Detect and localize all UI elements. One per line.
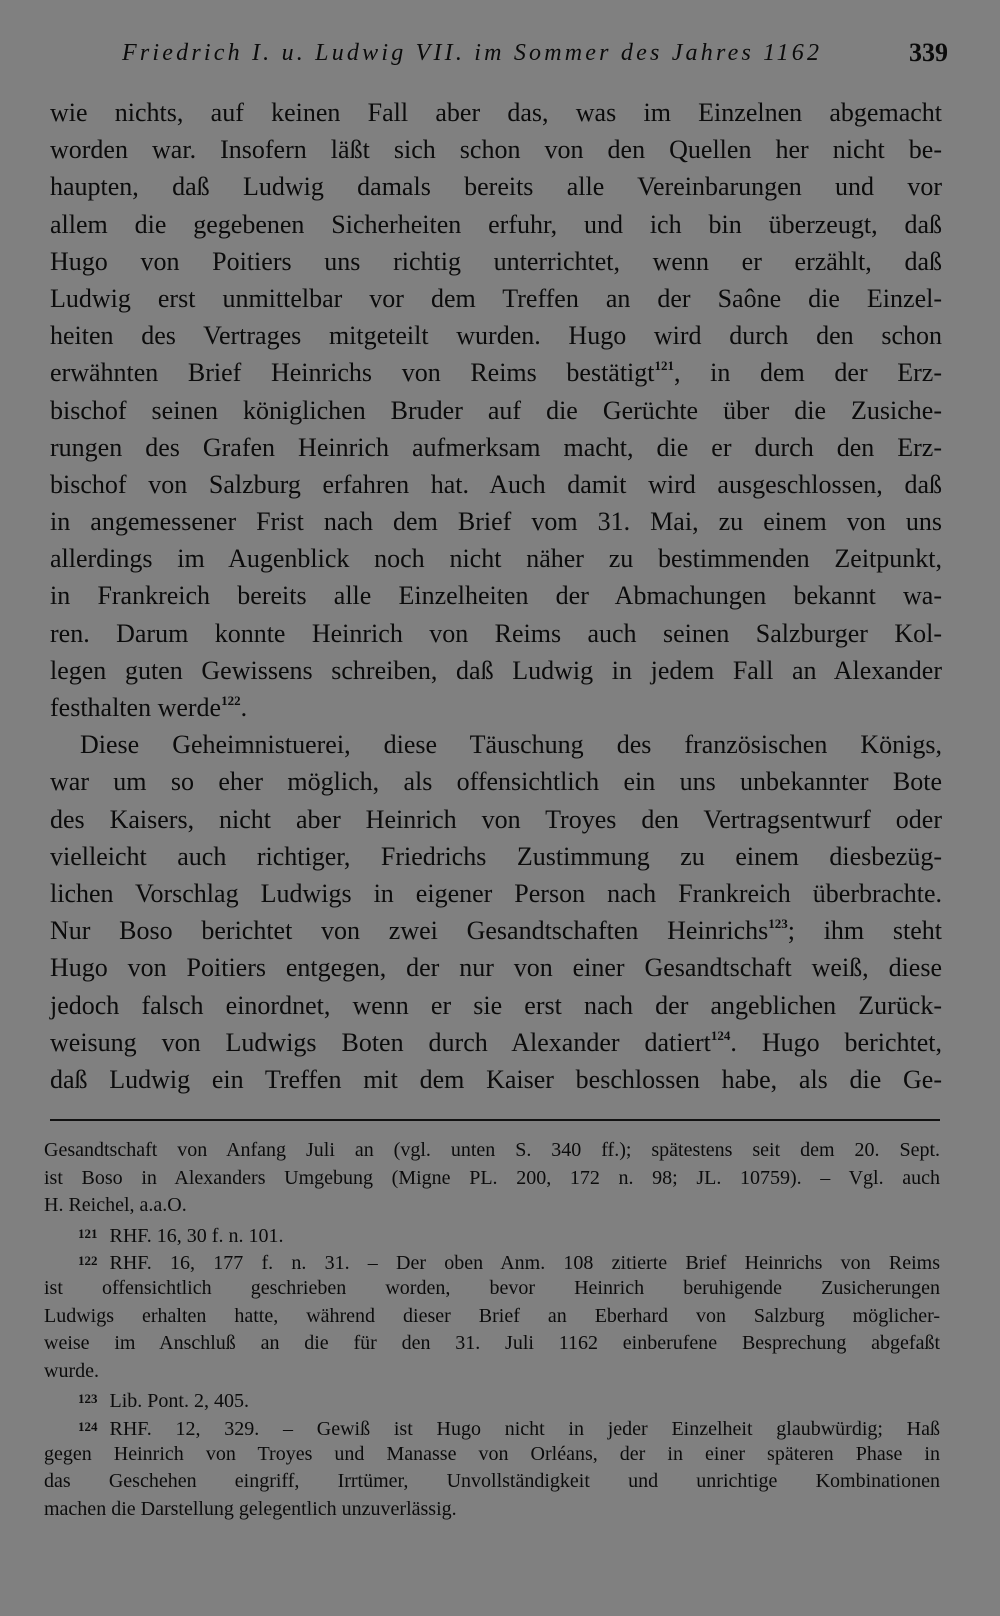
text-line: legen guten Gewissens schreiben, daß Ludwig in jedem Fall an Alexander	[50, 655, 942, 685]
main-text	[50, 94, 942, 1098]
footnote-line: ist offensichtlich geschrieben worden, bevor Heinrich beruhigende Zusicherungen	[44, 1276, 940, 1299]
text-line: daß Ludwig ein Treffen mit dem Kaiser beschlossen habe, als die Ge-	[50, 1064, 942, 1094]
footnote-text: RHF. 16, 177 f. n. 31. – Der oben Anm. 108 zitierte Brief Heinrichs von Reims	[109, 1252, 940, 1275]
footnote-124	[44, 1413, 940, 1441]
footnote-continuation-line: Gesandtschaft von Anfang Juli an (vgl. unten S. 340 ff.); spätestens seit dem 20. Sept.	[44, 1139, 940, 1161]
text-line: lichen Vorschlag Ludwigs in eigener Person nach Frankreich überbrachte.	[50, 878, 942, 908]
text-line: bischof seinen königlichen Bruder auf die Gerüchte über die Zusiche-	[50, 395, 942, 425]
text-segment: . Hugo berichtet,	[730, 1027, 942, 1057]
page-number: 339	[909, 38, 948, 67]
footnote-122	[44, 1247, 940, 1275]
text-segment: festhalten werde	[50, 693, 222, 722]
footnote-number: 124	[78, 1418, 98, 1434]
text-segment: Nur Boso berichtet von zwei Gesandtschaften Heinrichs	[50, 916, 769, 946]
text-segment: weisung von Ludwigs Boten durch Alexander datiert	[50, 1027, 711, 1057]
text-line: heiten des Vertrages mitgeteilt wurden. Hugo wird durch den schon	[50, 321, 942, 351]
text-line: jedoch falsch einordnet, wenn er sie erst nach der angeblichen Zurück-	[50, 990, 942, 1020]
footnote-ref-122: 122	[221, 693, 241, 708]
footnote-continuation-line: H. Reichel, a.a.O.	[44, 1194, 187, 1217]
text-line: wie nichts, auf keinen Fall aber das, was im Einzelnen abgemacht	[50, 98, 942, 127]
text-line	[50, 689, 942, 726]
footnote-line: machen die Darstellung gelegentlich unzuverlässig.	[44, 1497, 457, 1520]
text-line: des Kaisers, nicht aber Heinrich von Troyes den Vertragsentwurf oder	[50, 804, 942, 834]
footnote-ref-123: 123	[768, 916, 788, 932]
text-segment: ; ihm steht	[787, 916, 942, 946]
footnote-123	[44, 1385, 940, 1413]
text-line	[50, 354, 942, 391]
text-line: Hugo von Poitiers entgegen, der nur von einer Gesandtschaft weiß, diese	[50, 953, 942, 983]
footnote-number: 123	[78, 1391, 98, 1407]
text-line: Diese Geheimnistuerei, diese Täuschung des französischen Königs,	[80, 730, 942, 760]
text-line: vielleicht auch richtiger, Friedrichs Zustimmung zu einem diesbezüg-	[50, 841, 942, 871]
text-segment: .	[240, 693, 248, 722]
footnote-number: 122	[78, 1253, 98, 1269]
footnote-continuation-line: ist Boso in Alexanders Umgebung (Migne PL. 200, 172 n. 98; JL. 10759). – Vgl. auch	[44, 1166, 940, 1189]
running-title: Friedrich I. u. Ludwig VII. im Sommer des Jahres 1162	[122, 40, 823, 66]
text-line: in Frankreich bereits alle Einzelheiten der Abmachungen bekannt wa-	[50, 581, 942, 611]
text-line: bischof von Salzburg erfahren hat. Auch damit wird ausgeschlossen, daß	[50, 469, 942, 499]
text-line: haupten, daß Ludwig damals bereits alle Vereinbarungen und vor	[50, 172, 942, 202]
text-line: allerdings im Augenblick noch nicht näher zu bestimmenden Zeitpunkt,	[50, 544, 942, 574]
text-line: ren. Darum konnte Heinrich von Reims auch seinen Salzburger Kol-	[50, 618, 942, 648]
text-line: allem die gegebenen Sicherheiten erfuhr, und ich bin überzeugt, daß	[50, 209, 942, 239]
text-line: worden war. Insofern läßt sich schon von den Quellen her nicht be-	[50, 135, 942, 165]
footnote-divider	[50, 1119, 940, 1121]
text-line	[50, 1024, 942, 1061]
text-line: Hugo von Poitiers uns richtig unterrichtet, wenn er erzählt, daß	[50, 246, 942, 276]
text-segment: , in dem der Erz-	[674, 358, 942, 388]
footnote-text: RHF. 16, 30 f. n. 101.	[109, 1224, 284, 1247]
text-line: in angemessener Frist nach dem Brief vom 31. Mai, zu einem von uns	[50, 507, 942, 537]
footnote-line: weise im Anschluß an die für den 31. Juli 1162 einberufene Besprechung abgefaßt	[44, 1332, 940, 1355]
footnote-121	[44, 1220, 940, 1248]
footnote-number: 121	[78, 1225, 98, 1241]
footnote-text: Lib. Pont. 2, 405.	[109, 1390, 249, 1413]
footnote-text: RHF. 12, 329. – Gewiß ist Hugo nicht in jeder Einzelheit glaubwürdig; Haß	[109, 1417, 940, 1440]
footnote-line: Ludwigs erhalten hatte, während dieser Brief an Eberhard von Salzburg möglicher-	[44, 1304, 940, 1327]
text-line	[50, 912, 942, 949]
text-line: Ludwig erst unmittelbar vor dem Treffen an der Saône die Einzel-	[50, 283, 942, 313]
footnote-line: das Geschehen eingriff, Irrtümer, Unvollständigkeit und unrichtige Kombinationen	[44, 1470, 940, 1493]
text-segment: erwähnten Brief Heinrichs von Reims bestätigt	[50, 358, 655, 388]
footnote-line: gegen Heinrich von Troyes und Manasse von Orléans, der in einer späteren Phase in	[44, 1442, 940, 1465]
footnote-ref-124: 124	[710, 1027, 731, 1043]
text-line: rungen des Grafen Heinrich aufmerksam macht, die er durch den Erz-	[50, 432, 942, 462]
text-line: war um so eher möglich, als offensichtlich ein uns unbekannter Bote	[50, 767, 942, 797]
footnotes	[44, 1137, 940, 1523]
footnote-ref-121: 121	[654, 358, 675, 374]
footnote-line: wurde.	[44, 1359, 99, 1382]
running-head	[50, 36, 948, 76]
